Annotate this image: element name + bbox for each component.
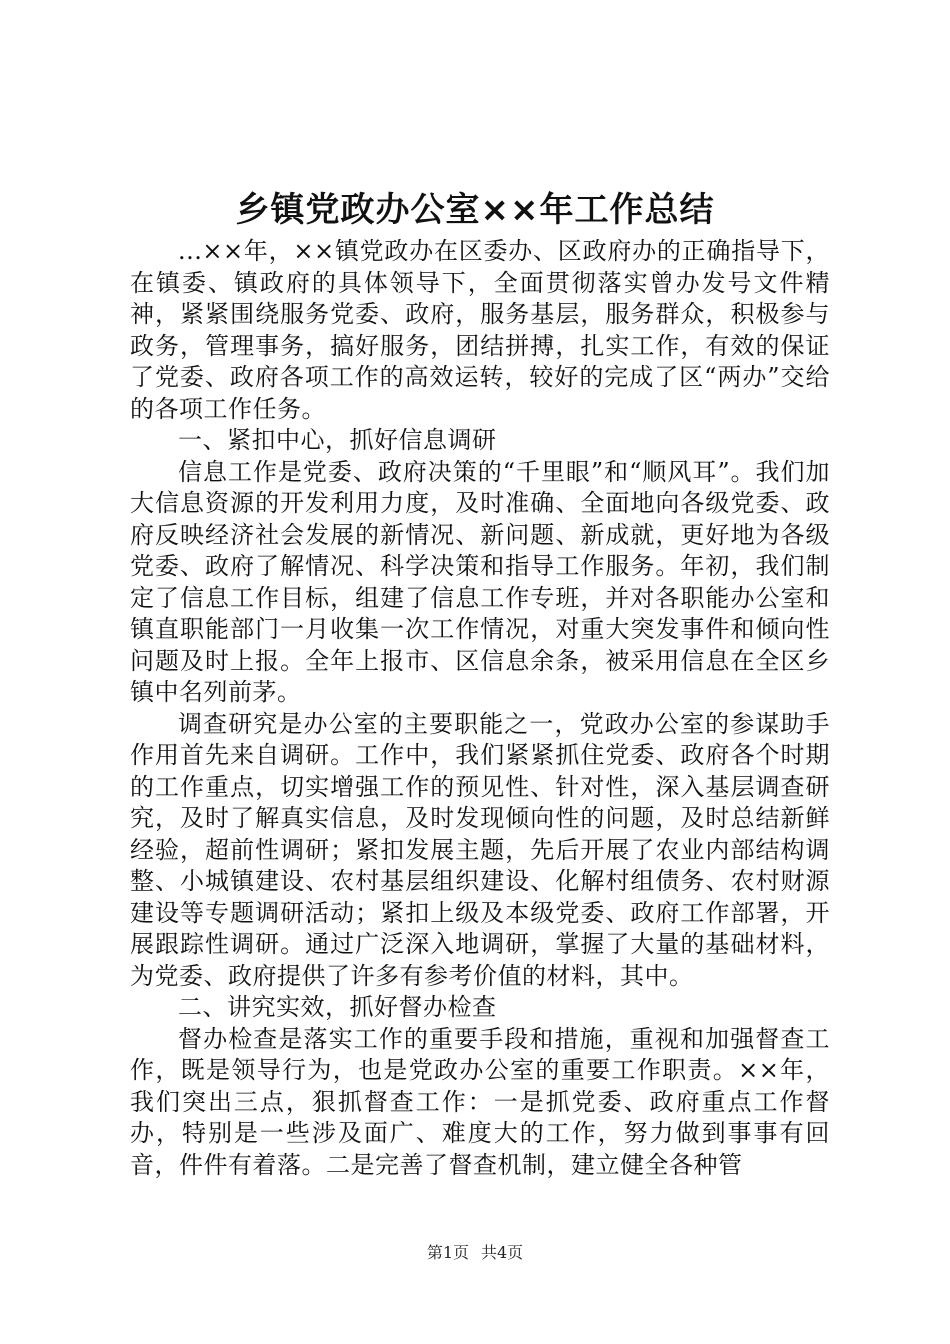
page-footer xyxy=(0,1242,950,1264)
paragraph-research-work: 调查研究是办公室的主要职能之一，党政办公室的参谋助手作用首先来自调研。工作中，我们紧紧抓住党委、政府各个时期的工作重点，切实增强工作的预见性、针对性，深入基层调查研究，及时了解真实信息，及时发现倾向性的问题，及时总结新鲜经验，超前性调研；紧扣发展主题，先后开展了农业内部结构调整、小城镇建设、农村基层组织建设、化解村组债务、农村财源建设等专题调研活动；紧扣上级及本级党委、政府工作部署，开展跟踪性调研。通过广泛深入地调研，掌握了大量的基础材料，为党委、政府提供了许多有参考价值的材料，其中。 xyxy=(130,709,830,990)
section-heading-1: 一、紧扣中心，抓好信息调研 xyxy=(178,426,497,454)
page-number-total: 共4页 xyxy=(481,1243,524,1262)
section-heading-2: 二、讲究实效，抓好督办检查 xyxy=(178,993,497,1021)
document-title: 乡镇党政办公室××年工作总结 xyxy=(235,190,715,230)
paragraph-intro: ...××年，××镇党政办在区委办、区政府办的正确指导下，在镇委、镇政府的具体领导下，全面贯彻落实曾办发号文件精神，紧紧围绕服务党委、政府，服务基层，服务群众，积极参与政务，管理事务，搞好服务，团结拼搏，扎实工作，有效的保证了党委、政府各项工作的高效运转，较好的完成了区“两办”交给的各项工作任务。 xyxy=(130,237,830,423)
paragraph-supervision-work: 督办检查是落实工作的重要手段和措施，重视和加强督查工作，既是领导行为，也是党政办公室的重要工作职责。××年，我们突出三点，狠抓督查工作：一是抓党委、政府重点工作督办，特别是一些涉及面广、难度大的工作，努力做到事事有回音，件件有着落。二是完善了督查机制，建立健全各种管 xyxy=(130,1024,830,1179)
document-body xyxy=(130,236,830,1181)
page-number-current: 第1页 xyxy=(426,1243,469,1262)
paragraph-information-work: 信息工作是党委、政府决策的“千里眼”和“顺风耳”。我们加大信息资源的开发利用力度，及时准确、全面地向各级党委、政府反映经济社会发展的新情况、新问题、新成就，更好地为各级党委、政府了解情况、科学决策和指导工作服务。年初，我们制定了信息工作目标，组建了信息工作专班，并对各职能办公室和镇直职能部门一月收集一次工作情况，对重大突发事件和倾向性问题及时上报。全年上报市、区信息余条，被采用信息在全区乡镇中名列前茅。 xyxy=(130,457,830,706)
